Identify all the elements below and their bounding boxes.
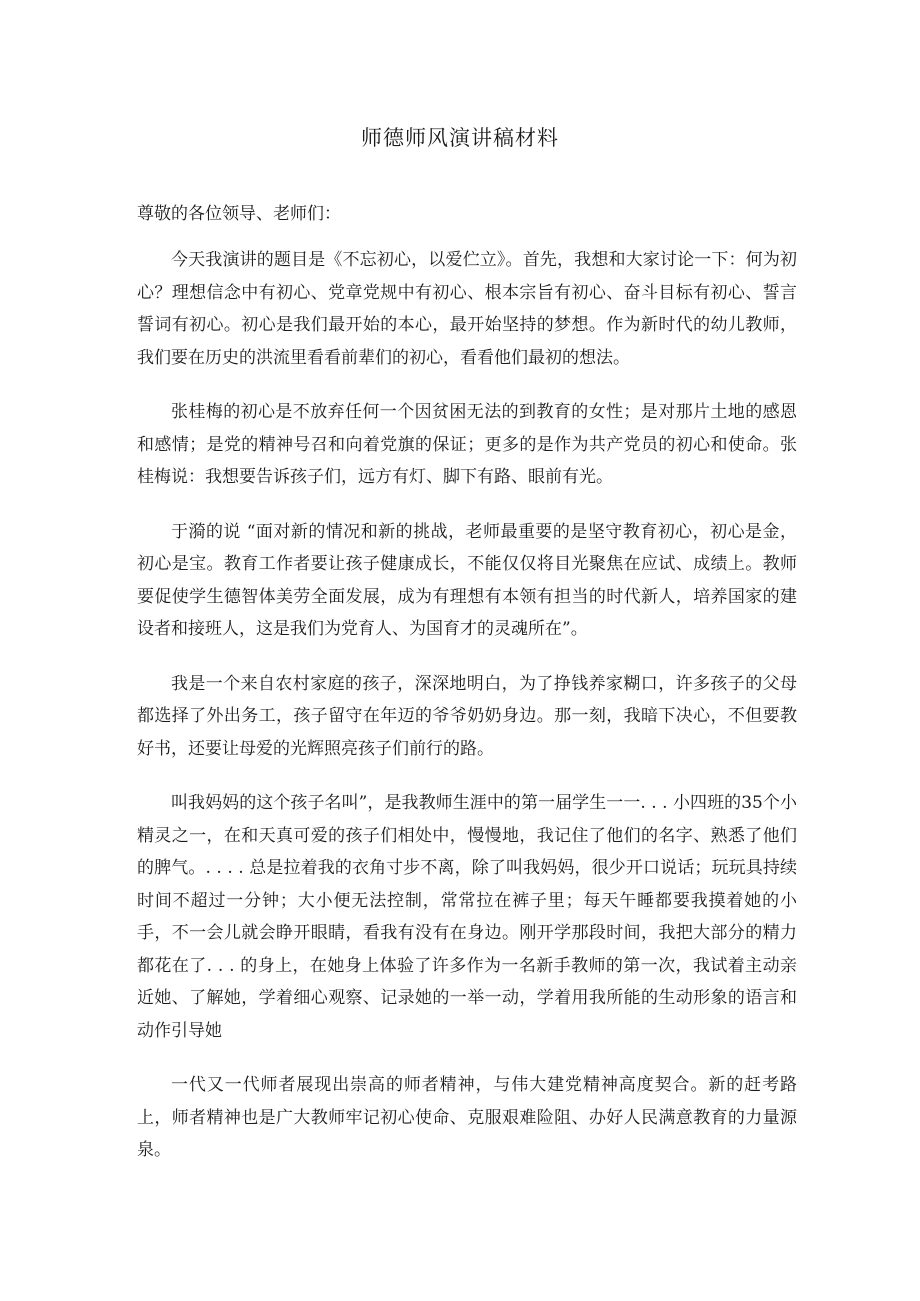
paragraph-intro: 今天我演讲的题目是《不忘初心，以爱伫立》。首先，我想和大家讨论一下：何为初心？理想信念中有初心、党章党规中有初心、根本宗旨有初心、奋斗目标有初心、誓言誓词有初心。初心是我们最开始的本心，最开始坚持的梦想。作为新时代的幼儿教师，我们要在历史的洪流里看看前辈们的初心，看看他们最初的想法。 bbox=[137, 250, 797, 368]
paragraph-student-story: 叫我妈妈的这个孩子名叫”，是我教师生涯中的第一届学生一一. . . 小四班的35个小精灵之一，在和天真可爱的孩子们相处中，慢慢地，我记住了他们的名字、熟悉了他们的脾气。. . . . 总是拉着我的衣角寸步不离，除了叫我妈妈，很少开口说话；玩玩具持续时间不超过一分钟；大小便无法控制，常常拉在裤子里；每天午睡都要我摸着她的小手，不一会儿就会睁开眼睛，看我有没有在身边。刚开学那段时间，我把大部分的精力都花在了. . . 的身上，在她身上体验了许多作为一名新手教师的第一次，我试着主动亲近她、了解她，学着细心观察、记录她的一举一动，学着用我所能的生动形象的语言和动作引导她 bbox=[137, 793, 797, 1041]
paragraph-yu-yi: 于漪的说 “面对新的情况和新的挑战，老师最重要的是坚守教育初心，初心是金，初心是宝。教育工作者要让孩子健康成长，不能仅仅将目光聚焦在应试、成绩上。教师要促使学生德智体美劳全面发展，成为有理想有本领有担当的时代新人，培养国家的建设者和接班人，这是我们为党育人、为国育才的灵魂所在”。 bbox=[137, 521, 797, 639]
paragraph-rural-background: 我是一个来自农村家庭的孩子，深深地明白，为了挣钱养家糊口，许多孩子的父母都选择了外出务工，孩子留守在年迈的爷爷奶奶身边。那一刻，我暗下决心，不但要教好书，还要让母爱的光辉照亮孩子们前行的路。 bbox=[137, 673, 797, 759]
document-title: 师德师风演讲稿材料 bbox=[361, 126, 559, 150]
salutation: 尊敬的各位领导、老师们： bbox=[137, 204, 341, 224]
document-body bbox=[137, 198, 797, 1189]
paragraph-zhang-guimei: 张桂梅的初心是不放弃任何一个因贫困无法的到教育的女性；是对那片土地的感恩和感情；是党的精神号召和向着党旗的保证；更多的是作为共产党员的初心和使命。张桂梅说：我想要告诉孩子们，远方有灯、脚下有路、眼前有光。 bbox=[137, 402, 797, 487]
paragraph-conclusion: 一代又一代师者展现出崇高的师者精神，与伟大建党精神高度契合。新的赶考路上，师者精神也是广大教师牢记初心使命、克服艰难险阻、办好人民满意教育的力量源泉。 bbox=[137, 1075, 797, 1160]
